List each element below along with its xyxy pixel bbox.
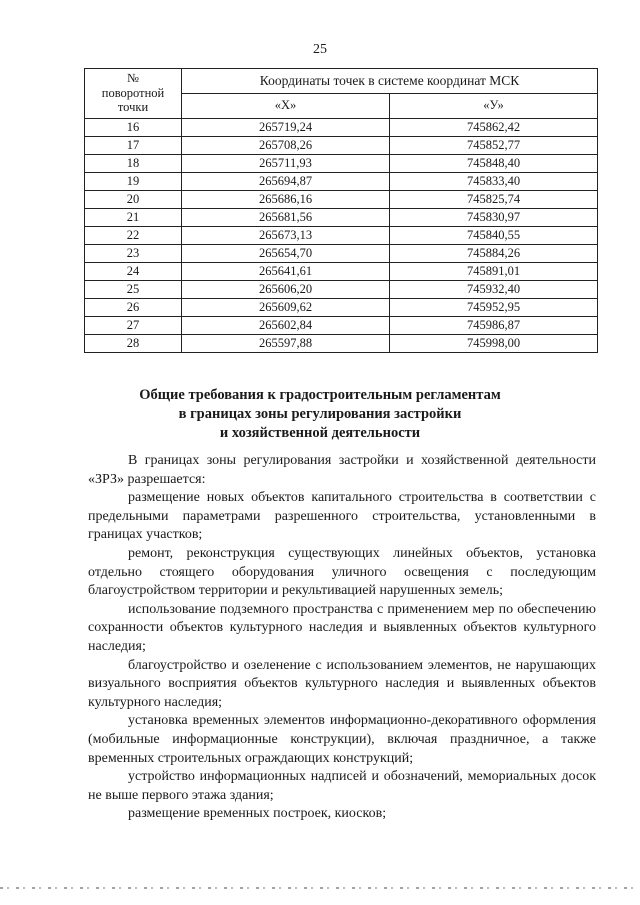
point-number-cell: 21 [85, 208, 182, 226]
y-coordinate-cell: 745952,95 [390, 298, 598, 316]
table-row [85, 316, 598, 334]
point-number-cell: 28 [85, 334, 182, 352]
x-coordinate-cell: 265654,70 [182, 244, 390, 262]
table-row [85, 118, 598, 136]
point-number-cell: 26 [85, 298, 182, 316]
point-number-cell: 17 [85, 136, 182, 154]
table-row [85, 244, 598, 262]
coordinates-system-header: Координаты точек в системе координат МСК [182, 69, 598, 94]
section-heading [0, 386, 640, 443]
point-number-header-line: поворотной [101, 85, 165, 100]
x-coordinate-cell: 265602,84 [182, 316, 390, 334]
y-coordinate-cell: 745998,00 [390, 334, 598, 352]
table-row [85, 190, 598, 208]
table-row [85, 136, 598, 154]
y-coordinate-cell: 745862,42 [390, 118, 598, 136]
x-coordinate-cell: 265708,26 [182, 136, 390, 154]
y-coordinate-cell: 745884,26 [390, 244, 598, 262]
table-row [85, 280, 598, 298]
section-heading-line: в границах зоны регулирования застройки [178, 406, 462, 422]
table-row [85, 172, 598, 190]
list-paragraph: установка временных элементов информационно-декоративного оформления (мобильные информационные конструкции), включая праздничное, а также временных строительных ограждающих конструкций; [88, 713, 596, 766]
x-coordinate-cell: 265609,62 [182, 298, 390, 316]
y-column-header: «У» [390, 93, 598, 118]
table-row [85, 334, 598, 352]
scan-edge-artifact [0, 887, 640, 889]
section-heading-line: и хозяйственной деятельности [219, 425, 421, 441]
table-header-row [85, 69, 598, 94]
list-paragraph: использование подземного пространства с применением мер по обеспечению сохранности объектов культурного наследия и выявленных объектов культурного наследия; [88, 601, 596, 654]
x-coordinate-cell: 265641,61 [182, 262, 390, 280]
page-number: 25 [313, 42, 327, 57]
x-coordinate-cell: 265711,93 [182, 154, 390, 172]
y-coordinate-cell: 745830,97 [390, 208, 598, 226]
table-row [85, 154, 598, 172]
y-coordinate-cell: 745986,87 [390, 316, 598, 334]
point-number-cell: 24 [85, 262, 182, 280]
x-coordinate-cell: 265694,87 [182, 172, 390, 190]
y-coordinate-cell: 745932,40 [390, 280, 598, 298]
x-coordinate-cell: 265681,56 [182, 208, 390, 226]
point-number-cell: 19 [85, 172, 182, 190]
point-number-cell: 23 [85, 244, 182, 262]
x-coordinate-cell: 265673,13 [182, 226, 390, 244]
point-number-header-line: № [127, 71, 139, 85]
intro-paragraph: В границах зоны регулирования застройки и хозяйственной деятельности «ЗРЗ» разрешается: [88, 453, 596, 487]
table-row [85, 226, 598, 244]
x-coordinate-cell: 265719,24 [182, 118, 390, 136]
list-paragraph: устройство информационных надписей и обозначений, мемориальных досок не выше первого этажа здания; [88, 769, 596, 803]
point-number-cell: 27 [85, 316, 182, 334]
section-heading-line: Общие требования к градостроительным регламентам [139, 387, 501, 403]
y-coordinate-cell: 745848,40 [390, 154, 598, 172]
y-coordinate-cell: 745833,40 [390, 172, 598, 190]
list-paragraph: размещение временных построек, киосков; [128, 806, 387, 822]
requirements-text [88, 452, 596, 824]
y-coordinate-cell: 745825,74 [390, 190, 598, 208]
point-number-cell: 20 [85, 190, 182, 208]
table-row [85, 298, 598, 316]
table-row [85, 208, 598, 226]
point-number-header-line: точки [117, 100, 149, 114]
x-column-header: «X» [182, 93, 390, 118]
y-coordinate-cell: 745840,55 [390, 226, 598, 244]
coordinates-table [84, 68, 598, 353]
point-number-header [85, 69, 182, 119]
point-number-cell: 22 [85, 226, 182, 244]
x-coordinate-cell: 265597,88 [182, 334, 390, 352]
y-coordinate-cell: 745852,77 [390, 136, 598, 154]
table-row [85, 262, 598, 280]
y-coordinate-cell: 745891,01 [390, 262, 598, 280]
x-coordinate-cell: 265606,20 [182, 280, 390, 298]
point-number-cell: 16 [85, 118, 182, 136]
list-paragraph: ремонт, реконструкция существующих линейных объектов, установка отдельно стоящего оборудования уличного освещения с последующим благоустройством территории и рекультивацией нарушенных земель; [88, 545, 596, 599]
list-paragraph: благоустройство и озеленение с использованием элементов, не нарушающих визуального восприятия объектов культурного наследия и выявленных объектов культурного наследия; [88, 657, 596, 710]
list-paragraph: размещение новых объектов капитального строительства в соответствии с предельными параметрами разрешенного строительства, установленными в границах участков; [88, 490, 596, 543]
x-coordinate-cell: 265686,16 [182, 190, 390, 208]
point-number-cell: 25 [85, 280, 182, 298]
point-number-cell: 18 [85, 154, 182, 172]
